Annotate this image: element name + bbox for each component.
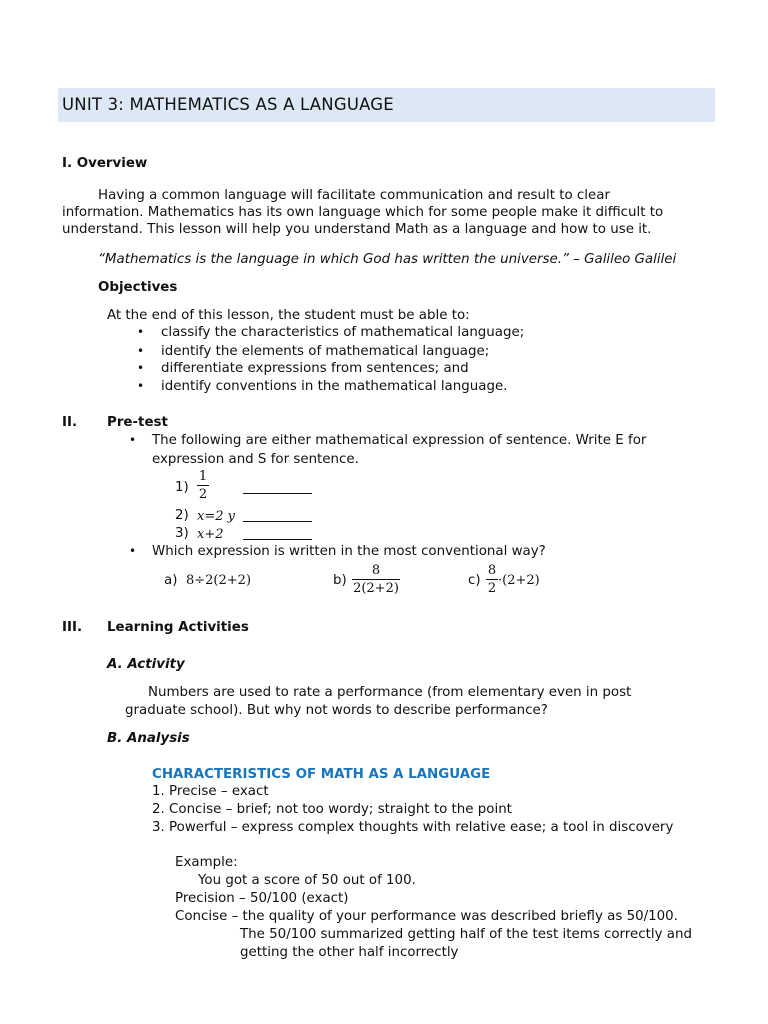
- fraction-one-half: [197, 469, 209, 502]
- pretest-item-expr: x=2 y: [197, 509, 235, 524]
- overview-heading: I. Overview: [62, 156, 148, 171]
- fraction-numerator: 8: [371, 563, 381, 578]
- precision-line: Precision – 50/100 (exact): [175, 891, 349, 906]
- pretest-item-expr: x+2: [197, 527, 224, 542]
- example-label: Example:: [175, 855, 238, 870]
- choice-expr-tail: ·(2+2): [498, 573, 540, 588]
- characteristic-item: 1. Precise – exact: [152, 784, 269, 799]
- pretest-q1-line-1: The following are either mathematical expression of sentence. Write E for: [152, 433, 647, 448]
- activity-line-1: Numbers are used to rate a performance (from elementary even in post: [148, 685, 632, 700]
- analysis-heading: B. Analysis: [107, 731, 190, 746]
- learning-heading: Learning Activities: [107, 620, 249, 635]
- answer-blank[interactable]: [243, 539, 312, 540]
- objectives-intro: At the end of this lesson, the student must be able to:: [107, 308, 470, 323]
- answer-blank[interactable]: [243, 521, 312, 522]
- objective-item: identify conventions in the mathematical language.: [161, 379, 508, 394]
- objectives-heading: Objectives: [98, 280, 178, 295]
- pretest-heading: Pre-test: [107, 415, 168, 430]
- objective-item: identify the elements of mathematical language;: [161, 344, 490, 359]
- fraction-denominator: 2: [198, 487, 208, 502]
- fraction-numerator: 1: [198, 469, 208, 484]
- pretest-item-label: 1): [175, 480, 189, 495]
- bullet-icon: •: [137, 344, 145, 358]
- bullet-icon: •: [137, 361, 145, 375]
- pretest-q1-line-2: expression and S for sentence.: [152, 452, 359, 467]
- concise-line: Concise – the quality of your performance was described briefly as 50/100.: [175, 909, 678, 924]
- fraction-choice-c: [486, 563, 498, 596]
- overview-para-line-3: understand. This lesson will help you understand Math as a language and how to use it.: [62, 222, 652, 237]
- activity-line-2: graduate school). But why not words to describe performance?: [125, 703, 548, 718]
- choice-label: c): [468, 573, 481, 588]
- concise-cont-line-1: The 50/100 summarized getting half of the test items correctly and: [240, 927, 692, 942]
- bullet-icon: •: [137, 379, 145, 393]
- learning-number: III.: [62, 620, 83, 635]
- fraction-numerator: 8: [487, 563, 497, 578]
- overview-para-line-1: Having a common language will facilitate communication and result to clear: [98, 188, 610, 203]
- choice-label: a): [164, 573, 178, 588]
- objective-item: differentiate expressions from sentences; and: [161, 361, 469, 376]
- fraction-denominator: 2(2+2): [353, 581, 399, 596]
- activity-heading: A. Activity: [107, 657, 185, 672]
- concise-cont-line-2: getting the other half incorrectly: [240, 945, 459, 960]
- overview-para-line-2: information. Mathematics has its own language which for some people make it difficult to: [62, 205, 664, 220]
- characteristic-item: 2. Concise – brief; not too wordy; straight to the point: [152, 802, 512, 817]
- bullet-icon: •: [129, 433, 137, 447]
- fraction-denominator: 2: [487, 581, 497, 596]
- characteristic-item: 3. Powerful – express complex thoughts with relative ease; a tool in discovery: [152, 820, 674, 835]
- bullet-icon: •: [137, 325, 145, 339]
- objective-item: classify the characteristics of mathematical language;: [161, 325, 525, 340]
- pretest-item-label: 3): [175, 526, 189, 541]
- bullet-icon: •: [129, 544, 137, 558]
- example-line: You got a score of 50 out of 100.: [198, 873, 416, 888]
- answer-blank[interactable]: [243, 493, 312, 494]
- fraction-choice-b: [352, 563, 400, 596]
- choice-expr: 8÷2(2+2): [186, 573, 252, 588]
- pretest-item-label: 2): [175, 508, 189, 523]
- galileo-quote: “Mathematics is the language in which God has written the universe.” – Galileo Galilei: [98, 252, 677, 267]
- pretest-q2: Which expression is written in the most conventional way?: [152, 544, 546, 559]
- choice-label: b): [333, 573, 347, 588]
- pretest-number: II.: [62, 415, 78, 430]
- characteristics-heading: CHARACTERISTICS OF MATH AS A LANGUAGE: [152, 767, 491, 782]
- page-title: UNIT 3: MATHEMATICS AS A LANGUAGE: [62, 95, 394, 114]
